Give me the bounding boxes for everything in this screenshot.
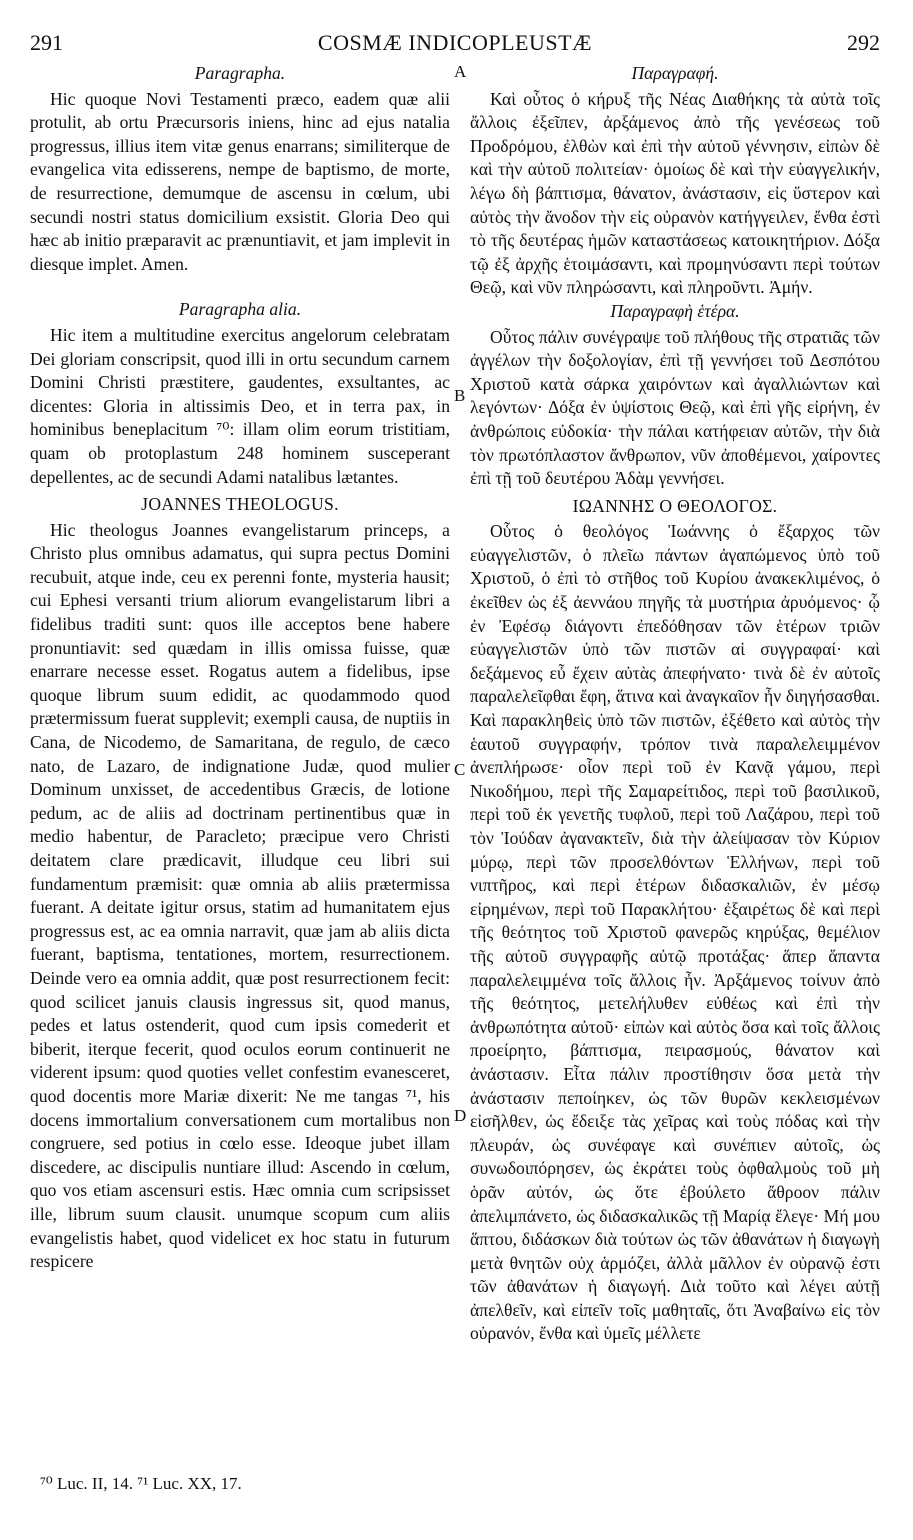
- greek-column: [470, 62, 880, 1346]
- latin-column: [30, 62, 450, 1274]
- footnotes: ⁷⁰ Luc. II, 14. ⁷¹ Luc. XX, 17.: [40, 1474, 242, 1493]
- latin-paragraph-2: Hic item a multitudine exercitus angelorum celebratam Dei gloriam conscripsit, quod illi in ortu secundum carnem Domini Christi præstitere, gaudentes, exsultantes, ac dicentes: Gloria in altissimis Deo, et in terra pax, in hominibus beneplacitum ⁷⁰: illam olim eorum tristitiam, quam ob protoplastum 248 hominem susceperant depellentes, ac de secundi Adami natalibus lætantes.: [30, 324, 450, 487]
- greek-paragraph-2: Οὗτος πάλιν συνέγραψε τοῦ πλήθους τῆς στρατιᾶς τῶν ἀγγέλων τὴν δοξολογίαν, ἐπὶ τῇ γεννήσει τοῦ Δεσπότου Χριστοῦ κατὰ σάρκα χαιρόντων καὶ ἀγαλλιώντων καὶ λεγόντων· Δόξα ἐν ὑψίστοις Θεῷ, καὶ ἐπὶ γῆς εἰρήνη, ἐν ἀνθρώποις εὐδοκία· τὴν πάλαι κατήφειαν αὐτῶν, τὴν διὰ τὸν πρωτόπλαστον ἄνθρωπον, νῦν ἀποθέμενοι, χαίροντες ἐπὶ τῇ τοῦ δευτέρου Ἀδὰμ γεννήσει.: [470, 326, 880, 489]
- greek-heading-paragraphe-hetera: Παραγραφὴ ἑτέρα.: [610, 300, 740, 321]
- latin-heading-paragrapha: Paragrapha.: [194, 63, 286, 83]
- page-header: [30, 30, 880, 60]
- section-marker-c: C: [454, 760, 466, 779]
- running-title: COSMÆ INDICOPLEUSTÆ: [317, 30, 593, 55]
- greek-heading-paragraphe: Παραγραφή.: [631, 63, 719, 83]
- section-marker-a: A: [454, 62, 467, 81]
- section-marker-d: D: [454, 1106, 467, 1125]
- page-number-left: 291: [30, 30, 63, 55]
- greek-paragraph-1: Καὶ οὗτος ὁ κήρυξ τῆς Νέας Διαθήκης τὰ αὐτὰ τοῖς ἄλλοις ἐξεῖπεν, ἀρξάμενος ἀπὸ τῆς γενέσεως τοῦ Προδρόμου, ἐλθὼν καὶ ἐπὶ τὴν αὐτοῦ γέννησιν, εἰπὼν δὲ καὶ τὴν αὐτοῦ πολιτείαν· ὁμοίως δὲ καὶ τὴν εὐαγγελικήν, λέγω δὴ βάπτισμα, θάνατον, ἀνάστασιν, εἰς ὕστερον καὶ αὐτὸς τὴν ἄνοδον τὴν εἰς οὐρανὸν κατήγγειλεν, ἔνθα ἐστὶ τὸ τῆς δευτέρας ἡμῶν καταστάσεως κατοικητήριον. Δόξα τῷ ἐξ ἀρχῆς ἑτοιμάσαντι, καὶ προμηνύσαντι περὶ τούτων Θεῷ, καὶ νῦν πληρώσαντι, καὶ πληροῦντι. Ἀμήν.: [470, 88, 880, 298]
- latin-heading-joannes: JOANNES THEOLOGUS.: [141, 494, 339, 515]
- greek-heading-ioannes: ΙΩΑΝΝΗΣ Ο ΘΕΟΛΟΓΟΣ.: [572, 495, 778, 516]
- latin-paragraph-3: Hic theologus Joannes evangelistarum princeps, a Christo plus omnibus adamatus, qui supra pectus Domini recubuit, atque inde, ceu ex perenni fonte, mysteria hausit; cui Ephesi versanti trium aliorum evangelistarum libri a fidelibus traditi sunt: quos ille acceptos bene habere pronuntiavit: sed quædam in illis omissa fuisse, quæ enarrare necesse esset. Rogatus autem a fidelibus, ipse quoque librum suum edidit, ac quodammodo quod prætermissum fuerat supplevit; exempli causa, de nuptiis in Cana, de Nicodemo, de Samaritana, de regulo, de cæco nato, de Lazaro, de indignatione Judæ, quod mulier Dominum unxisset, de accedentibus Græcis, de lotione pedum, ac de aliis ad doctrinam pertinentibus quæ in medio habentur, de Paracleto; præcipue vero Christi deitatem clare prædicavit, illudque ceu libri sui fundamentum præmisit: quæ omnia ab aliis prætermissa fuerant. A deitate igitur orsus, statim ad humanitatem ejus progressus est, ac ea omnia narravit, quæ jam ab aliis dicta fuerant, baptisma, tentationes, mortem, resurrectionem. Deinde vero ea omnia addit, quæ post resurrectionem fecit: quod scilicet januis clausis ingressus sit, quod manus, pedes et latus ostenderit, quod cum ipsis comederit et biberit, iterque fecerit, quod oculos eorum continuerit ne viderent ipsum: quod quoties vellet confestim evanesceret, quod docentis more Mariæ dixerit: Ne me tangas ⁷¹, his docens immortalium conversationem cum mortalibus non congruere, sed potius in cœlo esse. Ideoque jubet illam discedere, ac discipulis nuntiare illud: Ascendo in cœlum, quo vos etiam ascensuri estis. Hæc omnia cum scripsisset ille, librum suum clausit. unumque scopum cum aliis evangelistis habet, quod videlicet ex hoc statu in futurum respicere: [30, 519, 450, 1272]
- latin-heading-paragrapha-alia: Paragrapha alia.: [178, 299, 302, 320]
- greek-paragraph-3: Οὗτος ὁ θεολόγος Ἰωάννης ὁ ἔξαρχος τῶν εὐαγγελιστῶν, ὁ πλεῖω πάντων ἀγαπώμενος ὑπὸ τοῦ Χριστοῦ, ὁ ἐπὶ τὸ στῆθος τοῦ Κυρίου ἀνακεκλιμένος, ὁ ἐκεῖθεν ὡς ἐξ ἀεννάου πηγῆς τὰ μυστήρια ἀρυόμενος· ᾧ ἐν Ἐφέσῳ διάγοντι ἐπεδόθησαν τῶν ἑτέρων τριῶν εὐαγγελιστῶν ὑπὸ τῶν πιστῶν αἱ συγγραφαί· καὶ δεξάμενος εὖ ἔχειν αὐτὰς ἀπεφήνατο· τινὰ δὲ ἐν αὐτοῖς παραλελεῖφθαι ἔφη, ἅτινα καὶ ἀναγκαῖον ἦν διηγήσασθαι. Καὶ παρακληθεὶς ὑπὸ τῶν πιστῶν, ἐξέθετο καὶ αὐτὸς τὴν ἑαυτοῦ συγγραφήν, τρόπον τινὰ παραλελειμμένον ἀνεπλήρωσε· οἷον περὶ τοῦ ἐν Κανᾷ γάμου, περὶ Νικοδήμου, περὶ τῆς Σαμαρείτιδος, περὶ τοῦ βασιλικοῦ, περὶ τοῦ ἐκ γενετῆς τυφλοῦ, περὶ τοῦ Λαζάρου, περὶ τοῦ τὸν Ἰούδαν ἀγανακτεῖν, διὰ τὴν ἀλείψασαν τὸν Κύριον μύρῳ, περὶ τῶν προσελθόντων Ἑλλήνων, περὶ τοῦ νιπτῆρος, καὶ περὶ ἑτέρων διδασκαλιῶν, ἐν μέσῳ εἰρημένων, περὶ τοῦ Παρακλήτου· ἐξαιρέτως δὲ καὶ περὶ τῆς θεότητος τοῦ Χριστοῦ φανερῶς κηρύξας, θεμέλιον τῆς αὐτοῦ συγγραφῆς αὐτῷ προτάξας· ἅπερ ἅπαντα παραλελειμμένα τοῖς ἄλλοις ἦν. Ἀρξάμενος τοίνυν ἀπὸ τῆς θεότητος, μετελήλυθεν εὐθέως καὶ ἐπὶ τὴν ἀνθρωπότητα αὐτοῦ· εἰπὼν καὶ αὐτὸς ὅσα καὶ τοῖς ἄλλοις προείρητο, βάπτισμα, πειρασμούς, θάνατον καὶ ἀνάστασιν. Εἶτα πάλιν προστίθησιν ὅσα μετὰ τὴν ἀνάστασιν πεποίηκεν, ὡς τῶν θυρῶν κεκλεισμένων εἰσῆλθεν, ὡς ἔδειξε τὰς χεῖρας καὶ τοὺς πόδας καὶ τὴν πλευράν, ὡς συνέφαγε καὶ συνέπιεν αὐτοῖς, ὡς συνωδοιπόρησεν, ὡς ἐκράτει τοὺς ὀφθαλμοὺς τοῦ μὴ ὁρᾶν αὐτόν, ὡς ὅτε ἐβούλετο ἄθροον πάλιν ἀπελιμπάνετο, ὡς διδασκαλικῶς τῇ Μαρίᾳ ἔλεγε· Μή μου ἅπτου, διδάσκων διὰ τούτων ὡς τῶν ἀθανάτων ἡ διαγωγὴ μετὰ θνητῶν οὐχ ἁρμόζει, ἀλλὰ μᾶλλον ἐν οὐρανῷ ἐστι τῶν ἀθανάτων ἡ διαγωγή. Διὰ τοῦτο καὶ λέγει αὐτῇ ἀπελθεῖν, καὶ εἰπεῖν τοῖς μαθηταῖς, ὅτι Ἀναβαίνω εἰς τὸν οὐρανόν, ἔνθα καὶ ὑμεῖς μέλλετε: [470, 521, 880, 1344]
- page-number-right: 292: [847, 30, 880, 55]
- latin-paragraph-1: Hic quoque Novi Testamenti præco, eadem quæ alii protulit, ab ortu Præcursoris iniens, hinc ad ejus natalia progressus, illius item vitæ genus enarrans; similiterque de evangelica vita edisserens, nempe de baptismo, de morte, de resurrectione, demumque de ascensu in cœlum, ubi secundi nostri status domicilium exsistit. Gloria Deo qui hæc ab initio præparavit ac prænuntiavit, et jam implevit in diesque implet. Amen.: [30, 88, 450, 274]
- section-marker-b: B: [454, 386, 466, 405]
- spacer: [30, 276, 450, 298]
